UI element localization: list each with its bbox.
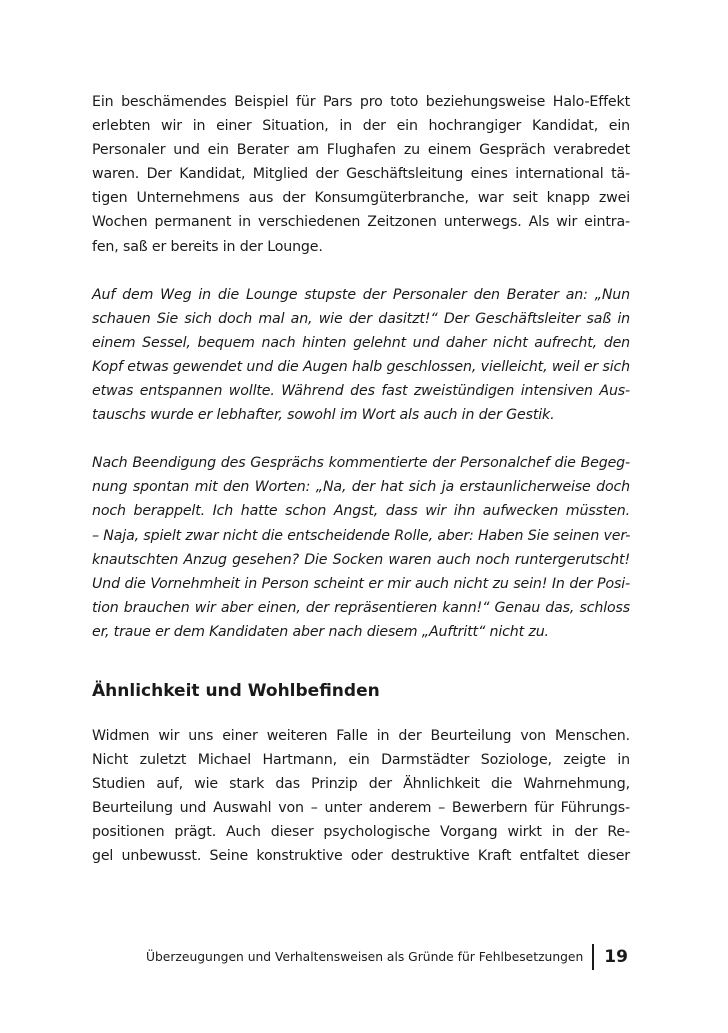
text-line: Studien auf, wie stark das Prinzip der Ähnlichkeit die Wahrnehmung, bbox=[92, 776, 630, 793]
text-line: waren. Der Kandidat, Mitglied der Geschäftsleitung eines international tä- bbox=[92, 166, 630, 183]
text-line: tigen Unternehmens aus der Konsumgüterbranche, war seit knapp zwei bbox=[92, 190, 630, 207]
page-number: 19 bbox=[604, 947, 628, 967]
text-line: Auf dem Weg in die Lounge stupste der Personaler den Berater an: „Nun bbox=[92, 286, 630, 303]
paragraph-4 bbox=[92, 724, 630, 869]
footer-divider bbox=[592, 944, 594, 970]
text-line: Widmen wir uns einer weiteren Falle in der Beurteilung von Menschen. bbox=[92, 727, 630, 744]
text-line: schauen Sie sich doch mal an, wie der dasitzt!“ Der Geschäftsleiter saß in bbox=[92, 310, 630, 327]
paragraph-2-italic bbox=[92, 283, 630, 428]
text-line: knautschten Anzug gesehen? Die Socken waren auch noch runtergerutscht! bbox=[92, 551, 630, 568]
text-line: Nach Beendigung des Gesprächs kommentierte der Personalchef die Begeg- bbox=[92, 455, 630, 472]
page-footer bbox=[146, 942, 632, 972]
text-line: tauschs wurde er lebhafter, sowohl im Wort als auch in der Gestik. bbox=[92, 407, 555, 424]
text-line: er, traue er dem Kandidaten aber nach diesem „Auftritt“ nicht zu. bbox=[92, 623, 549, 640]
paragraph-1 bbox=[92, 90, 630, 259]
page-body bbox=[92, 90, 630, 893]
text-line: Kopf etwas gewendet und die Augen halb geschlossen, vielleicht, weil er sich bbox=[92, 358, 630, 375]
text-line: Nicht zuletzt Michael Hartmann, ein Darmstädter Soziologe, zeigte in bbox=[92, 752, 630, 769]
text-line: nung spontan mit den Worten: „Na, der hat sich ja erstaunlicherweise doch bbox=[92, 479, 630, 496]
text-line: Beurteilung und Auswahl von – unter anderem – Bewerbern für Führungs- bbox=[92, 800, 630, 817]
text-line: noch berappelt. Ich hatte schon Angst, dass wir ihn aufwecken müssten. bbox=[92, 503, 630, 520]
text-line: Wochen permanent in verschiedenen Zeitzonen unterwegs. Als wir eintra- bbox=[92, 214, 630, 231]
text-line: – Naja, spielt zwar nicht die entscheidende Rolle, aber: Haben Sie seinen ver- bbox=[92, 527, 631, 544]
text-line: Personaler und ein Berater am Flughafen zu einem Gespräch verabredet bbox=[92, 142, 630, 159]
text-line: Ein beschämendes Beispiel für Pars pro toto beziehungsweise Halo-Effekt bbox=[92, 94, 630, 110]
paragraph-3-italic bbox=[92, 451, 630, 644]
text-line: positionen prägt. Auch dieser psychologische Vorgang wirkt in der Re- bbox=[92, 824, 630, 841]
section-heading: Ähnlichkeit und Wohlbefinden bbox=[92, 680, 380, 701]
text-line: etwas entspannen wollte. Während des fast zweistündigen intensiven Aus- bbox=[92, 383, 630, 400]
running-title: Überzeugungen und Verhaltensweisen als Gründe für Fehlbesetzungen bbox=[146, 950, 584, 964]
text-line: Und die Vornehmheit in Person scheint er mir auch nicht zu sein! In der Posi- bbox=[92, 575, 630, 592]
text-line: gel unbewusst. Seine konstruktive oder destruktive Kraft entfaltet dieser bbox=[92, 848, 630, 865]
text-line: tion brauchen wir aber einen, der repräsentieren kann!“ Genau das, schloss bbox=[92, 599, 630, 616]
text-line: erlebten wir in einer Situation, in der ein hochrangiger Kandidat, ein bbox=[92, 118, 630, 135]
text-line: einem Sessel, bequem nach hinten gelehnt und daher nicht aufrecht, den bbox=[92, 334, 630, 351]
text-line: fen, saß er bereits in der Lounge. bbox=[92, 238, 323, 255]
